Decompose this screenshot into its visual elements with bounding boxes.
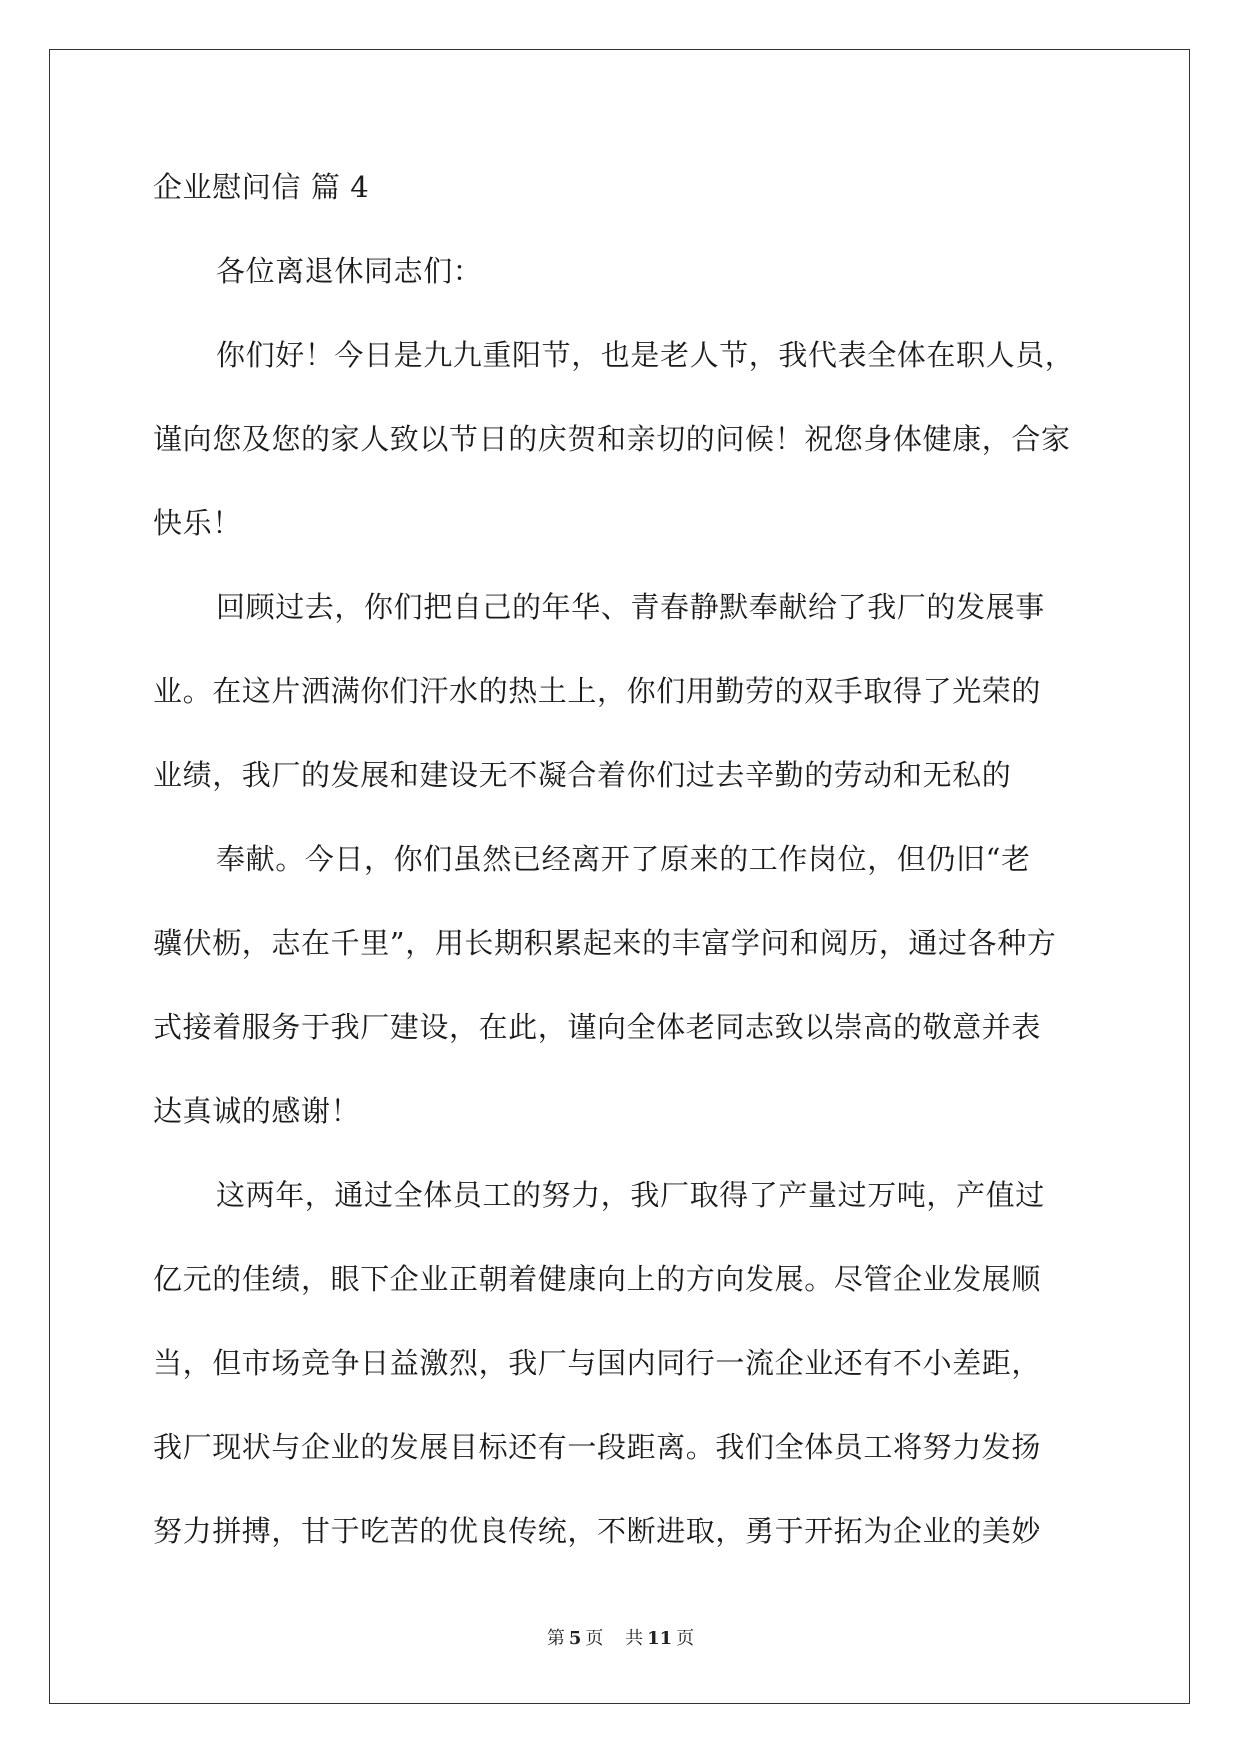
text-line: 业。在这片洒满你们汗水的热土上，你们用勤劳的双手取得了光荣的: [153, 674, 1042, 708]
text-line: 你们好！今日是九九重阳节，也是老人节，我代表全体在职人员，: [216, 338, 1075, 372]
text-line: 式接着服务于我厂建设，在此，谨向全体老同志致以崇高的敬意并表: [153, 1010, 1042, 1044]
text-line: 回顾过去，你们把自己的年华、青春静默奉献给了我厂的发展事: [216, 590, 1045, 624]
section-heading: 企业慰问信 篇 4: [153, 170, 370, 204]
total-pages: 11: [647, 1628, 673, 1649]
text-line: 努力拼搏，甘于吃苦的优良传统，不断进取，勇于开拓为企业的美妙: [153, 1514, 1042, 1548]
page-footer: [0, 1624, 1241, 1650]
text-line: 各位离退休同志们：: [216, 254, 483, 288]
text-line: 业绩，我厂的发展和建设无不凝合着你们过去辛勤的劳动和无私的: [153, 758, 1012, 792]
text-line: 达真诚的感谢！: [153, 1094, 361, 1128]
text-line: 我厂现状与企业的发展目标还有一段距离。我们全体员工将努力发扬: [153, 1430, 1042, 1464]
text-line: 奉献。今日，你们虽然已经离开了原来的工作岗位，但仍旧“老: [216, 842, 1031, 876]
text-line: 这两年，通过全体员工的努力，我厂取得了产量过万吨，产值过: [216, 1178, 1045, 1212]
page-number: 5: [568, 1628, 582, 1649]
text-line: 亿元的佳绩，眼下企业正朝着健康向上的方向发展。尽管企业发展顺: [153, 1262, 1042, 1296]
total-pages-indicator: 共 11 页: [625, 1628, 695, 1649]
text-line: 骥伏枥，志在千里”，用长期积累起来的丰富学问和阅历，通过各种方: [153, 926, 1057, 960]
text-line: 当，但市场竞争日益激烈，我厂与国内同行一流企业还有不小差距，: [153, 1346, 1042, 1380]
text-line: 快乐！: [153, 506, 242, 540]
page-indicator: 第 5 页: [546, 1628, 604, 1649]
body-text: [153, 241, 1088, 1585]
text-line: 谨向您及您的家人致以节日的庆贺和亲切的问候！祝您身体健康，合家: [153, 422, 1071, 456]
document-body: [153, 157, 1088, 1585]
